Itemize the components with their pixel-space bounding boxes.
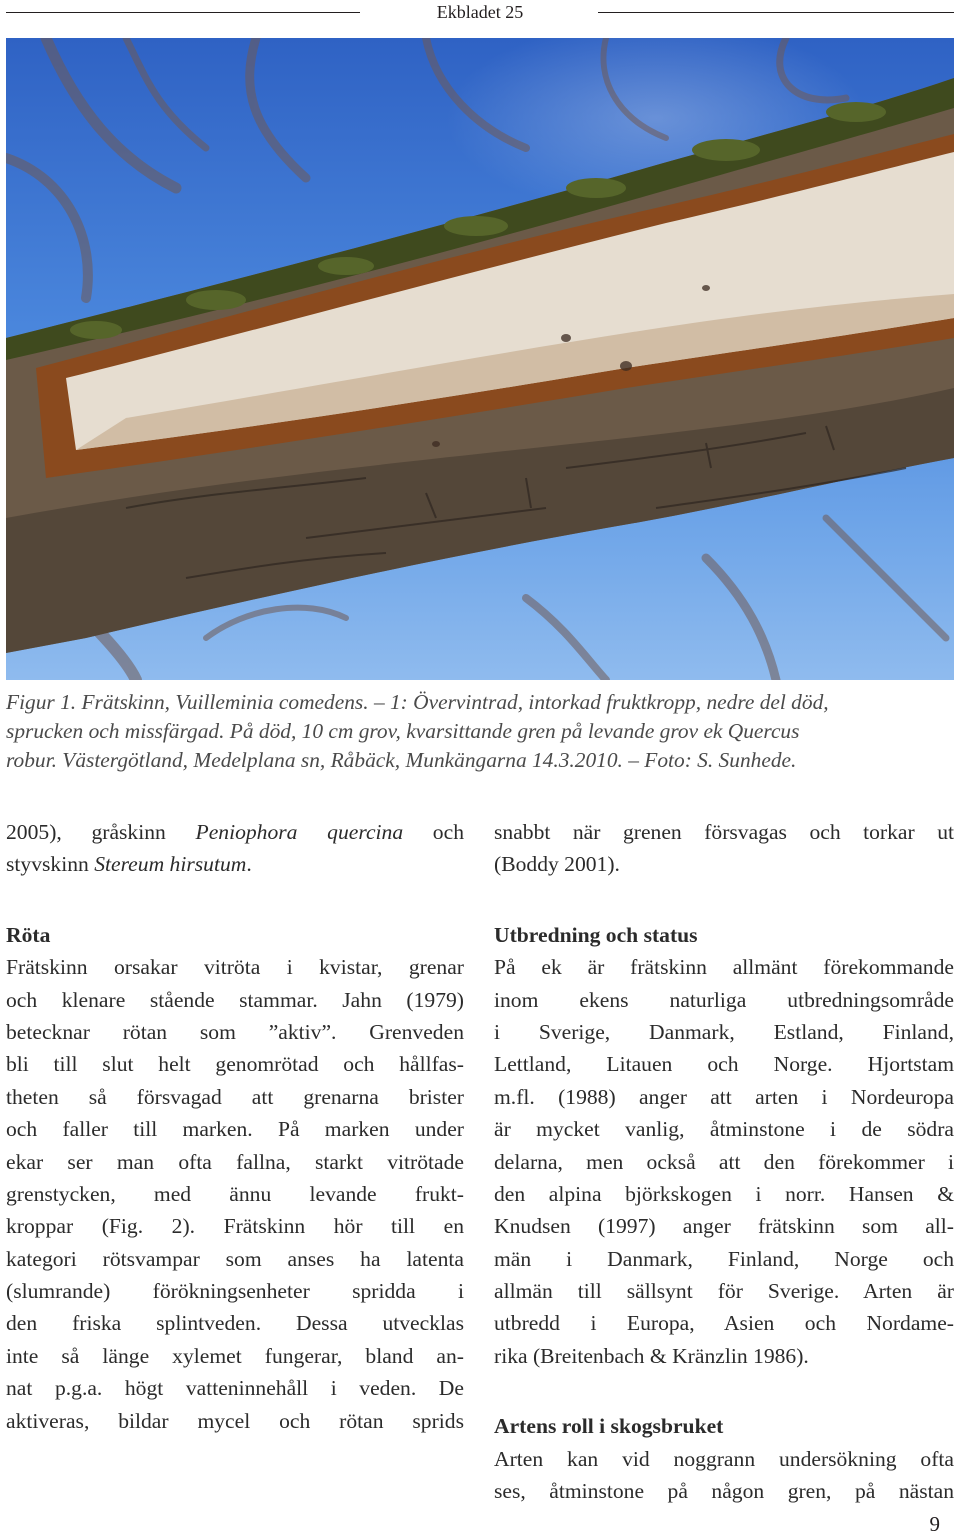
body-line: På ek är frätskinn allmänt förekommande — [494, 955, 954, 980]
body-line: Arten kan vid noggrann undersökning ofta — [494, 1446, 954, 1471]
body-line: och klenare stående stammar. Jahn (1979) — [6, 987, 464, 1012]
body-line: utbredd i Europa, Asien och Nordame- — [494, 1311, 954, 1336]
body-line: är mycket vanlig, åtminstone i de södra — [494, 1117, 954, 1142]
body-line: kroppar (Fig. 2). Frätskinn hör till en — [6, 1214, 464, 1239]
section-heading-rota: Röta — [6, 922, 51, 947]
body-line: och faller till marken. På marken under — [6, 1117, 464, 1142]
body-line: allmän till sällsynt för Sverige. Arten är — [494, 1279, 954, 1304]
body-line: nat p.g.a. högt vatteninnehåll i veden. De — [6, 1376, 464, 1401]
body-line: ses, åtminstone på någon gren, på nästan — [494, 1479, 954, 1504]
body-line: m.fl. (1988) anger att arten i Nordeuropa — [494, 1084, 954, 1109]
caption-line: robur. Västergötland, Medelplana sn, Råbäck, Munkängarna 14.3.2010. – Foto: S. Sunhede. — [6, 748, 797, 772]
body-line: delarna, men också att den förekommer i — [494, 1149, 954, 1174]
section-heading-artens-roll: Artens roll i skogsbruket — [494, 1414, 724, 1439]
intro-line: styvskinn Stereum hirsutum. — [6, 852, 252, 877]
body-line: kategori rötsvampar som anses ha latenta — [6, 1246, 464, 1271]
species-name: Peniophora quercina — [195, 820, 404, 844]
section-heading-utbredning: Utbredning och status — [494, 922, 698, 947]
caption-line: Figur 1. Frätskinn, Vuilleminia comedens. – 1: Övervintrad, intorkad fruktkropp, nedre del död, — [6, 690, 829, 714]
right-column — [494, 816, 954, 1507]
body-line: aktiveras, bildar mycel och rötan sprids — [6, 1408, 464, 1433]
body-line: i Sverige, Danmark, Estland, Finland, — [494, 1019, 954, 1044]
body-line: ekar ser man ofta fallna, starkt vitrötade — [6, 1149, 464, 1174]
body-line: Knudsen (1997) anger frätskinn som all- — [494, 1214, 954, 1239]
body-line: Lettland, Litauen och Norge. Hjortstam — [494, 1052, 954, 1077]
intro-line: snabbt när grenen försvagas och torkar ut — [494, 820, 954, 844]
body-line: rika (Breitenbach & Kränzlin 1986). — [494, 1343, 809, 1368]
body-line: män i Danmark, Finland, Norge och — [494, 1246, 954, 1271]
branch-illustration — [6, 38, 954, 680]
body-line: grenstycken, med ännu levande frukt- — [6, 1181, 464, 1206]
body-line: Frätskinn orsakar vitröta i kvistar, grenar — [6, 955, 464, 980]
intro-line: 2005), gråskinn Peniophora quercina och — [6, 820, 464, 844]
header-rule-right — [598, 12, 954, 13]
page-number: 9 — [929, 1512, 940, 1536]
body-line: bli till slut helt genomrötad och hållfas- — [6, 1052, 464, 1077]
body-line: den alpina björkskogen i norr. Hansen & — [494, 1181, 954, 1206]
journal-title: Ekbladet 25 — [436, 2, 524, 22]
caption-line: sprucken och missfärgad. På död, 10 cm grov, kvarsittande gren på levande grov ek Quercus — [6, 719, 800, 743]
body-line: den friska splintveden. Dessa utvecklas — [6, 1311, 464, 1336]
header-rule-left — [6, 12, 360, 13]
figure-caption — [6, 688, 950, 775]
paragraph-gap — [6, 881, 464, 919]
tree-branch-photo — [6, 38, 954, 680]
body-line: inom ekens naturliga utbredningsområde — [494, 987, 954, 1012]
body-line: betecknar rötan som ”aktiv”. Grenveden — [6, 1019, 464, 1044]
paragraph-gap — [494, 881, 954, 919]
paragraph-gap — [494, 1372, 954, 1410]
intro-line: (Boddy 2001). — [494, 852, 620, 877]
running-header — [0, 0, 960, 26]
body-line: (slumrande) förökningsenheter spridda i — [6, 1279, 464, 1304]
left-column — [6, 816, 464, 1437]
body-line: inte så länge xylemet fungerar, bland an- — [6, 1343, 464, 1368]
body-line: theten så försvagad att grenarna brister — [6, 1084, 464, 1109]
species-name: Stereum hirsutum — [94, 852, 247, 877]
